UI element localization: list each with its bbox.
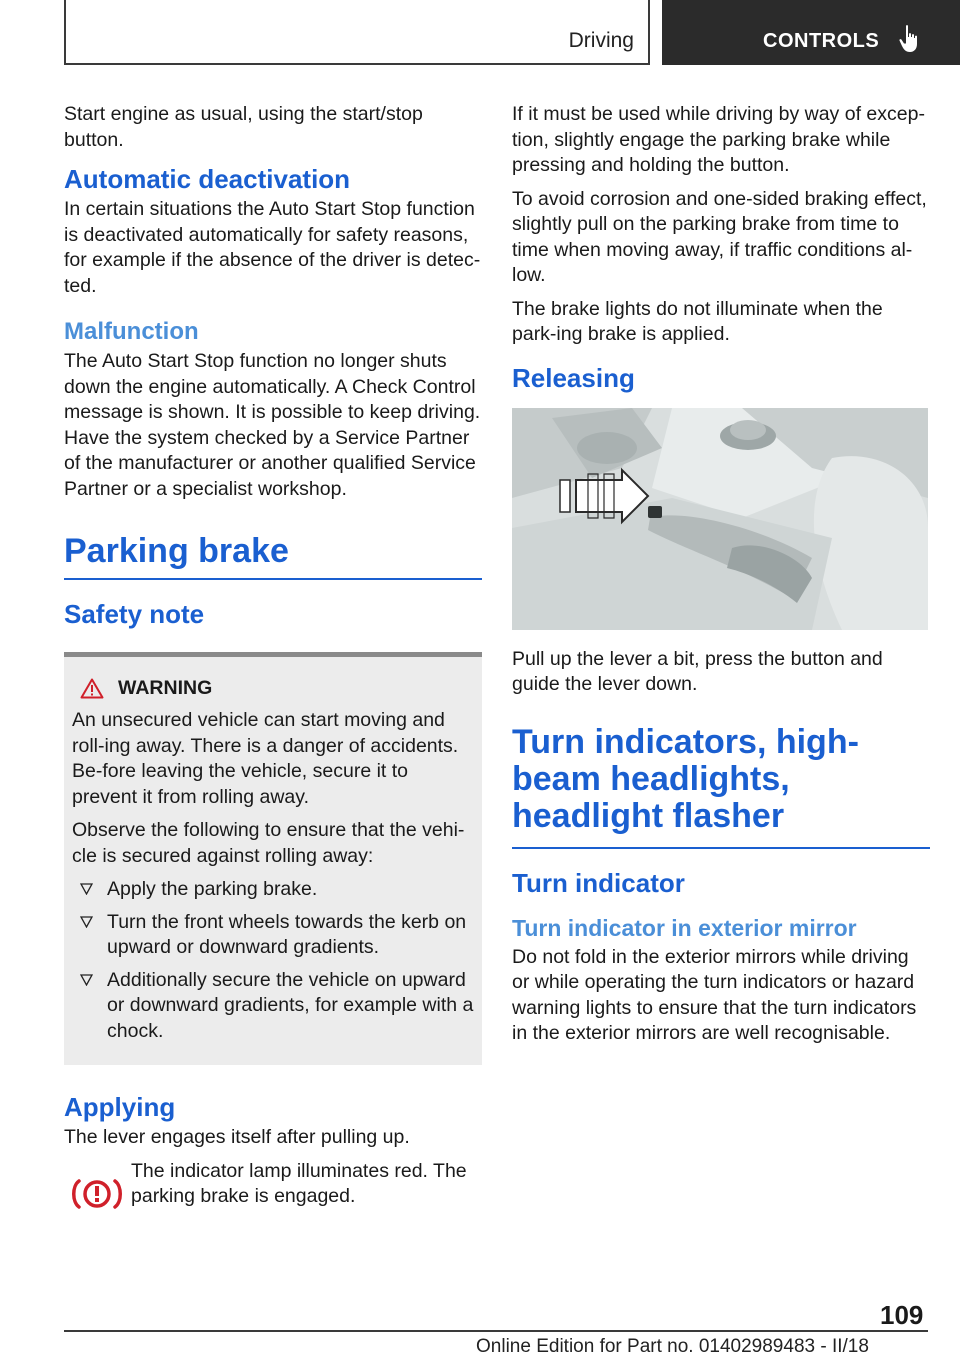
heading-applying: Applying	[64, 1092, 176, 1122]
brake-lights-paragraph: The brake lights do not illuminate when the park-ing brake is applied.	[512, 297, 883, 345]
list-item-text: Additionally secure the vehicle on upward or downward gradients, for example with a chock.	[107, 968, 474, 1042]
parking-brake-lever-illustration	[512, 408, 928, 630]
indicator-note	[64, 1159, 482, 1218]
list-item	[72, 968, 474, 1045]
right-column	[512, 102, 930, 1055]
automatic-deactivation-paragraph: In certain situations the Auto Start Stop function is deactivated automatically for safety reasons, for example if the absence of the driver is detec-ted.	[64, 198, 481, 297]
heading-parking-brake: Parking brake	[64, 532, 482, 580]
start-engine-paragraph: Start engine as usual, using the start/stop button.	[64, 103, 423, 151]
header-section-box	[64, 0, 650, 65]
heading-malfunction: Malfunction	[64, 318, 199, 345]
heading-turn-indicator: Turn indicator	[512, 867, 685, 898]
footer-divider	[64, 1330, 928, 1332]
exception-paragraph: If it must be used while driving by way of excep-tion, slightly engage the parking brake while pressing and holding the button.	[512, 103, 925, 176]
header-chapter-tab	[662, 0, 960, 65]
list-item	[72, 877, 474, 903]
heading-safety-note: Safety note	[64, 599, 205, 629]
release-paragraph: Pull up the lever a bit, press the button and guide the lever down.	[512, 647, 883, 695]
header-chapter-label: CONTROLS	[763, 30, 880, 52]
applying-paragraph: The lever engages itself after pulling up.	[64, 1126, 410, 1148]
left-column	[64, 102, 482, 1218]
list-item	[72, 910, 474, 961]
parking-brake-indicator-icon	[64, 1177, 130, 1211]
list-item-text: Turn the front wheels towards the kerb on upward or downward gradients.	[107, 910, 467, 958]
heading-releasing: Releasing	[512, 362, 635, 393]
indicator-paragraph: The indicator lamp illuminates red. The parking brake is engaged.	[131, 1159, 467, 1207]
warning-list	[72, 877, 474, 1044]
bullet-triangle-icon	[80, 916, 93, 928]
warning-title	[72, 677, 474, 700]
warning-triangle-icon	[80, 678, 104, 699]
mirror-paragraph: Do not fold in the exterior mirrors while driving or while operating the turn indicators or hazard warning lights to ensure that the turn indicators in the exterior mirrors are well recognisable.	[512, 945, 917, 1044]
heading-automatic-deactivation: Automatic deactivation	[64, 164, 351, 194]
malfunction-paragraph: The Auto Start Stop function no longer shuts down the engine automatically. A Check Control message is shown. It is possible to keep driving. Have the system checked by a Service Partner of the manufacturer or another qualified Service Partner or a specialist workshop.	[64, 350, 481, 500]
heading-turn-indicator-mirror: Turn indicator in exterior mirror	[512, 914, 857, 941]
corrosion-paragraph: To avoid corrosion and one-sided braking effect, slightly pull on the parking brake from time to time when moving away, if traffic conditions al-low.	[512, 187, 927, 286]
warning-title-text: WARNING	[118, 677, 213, 699]
warning-box	[64, 652, 482, 1065]
page-number: 109	[880, 1300, 924, 1330]
footer-edition: Online Edition for Part no. 01402989483 - II/18	[476, 1336, 869, 1357]
warning-paragraph-2: Observe the following to ensure that the vehi-cle is secured against rolling away:	[72, 819, 465, 867]
bullet-triangle-icon	[80, 974, 93, 986]
bullet-triangle-icon	[80, 883, 93, 895]
hand-pointer-icon	[898, 24, 922, 54]
warning-paragraph-1: An unsecured vehicle can start moving and roll-ing away. There is a danger of accidents. Be-fore leaving the vehicle, secure it to prevent it from rolling away.	[72, 709, 459, 808]
list-item-text: Apply the parking brake.	[107, 878, 318, 900]
header-section-label: Driving	[568, 29, 634, 52]
heading-turn-indicators: Turn indicators, high-beam headlights, headlight flasher	[512, 724, 930, 849]
